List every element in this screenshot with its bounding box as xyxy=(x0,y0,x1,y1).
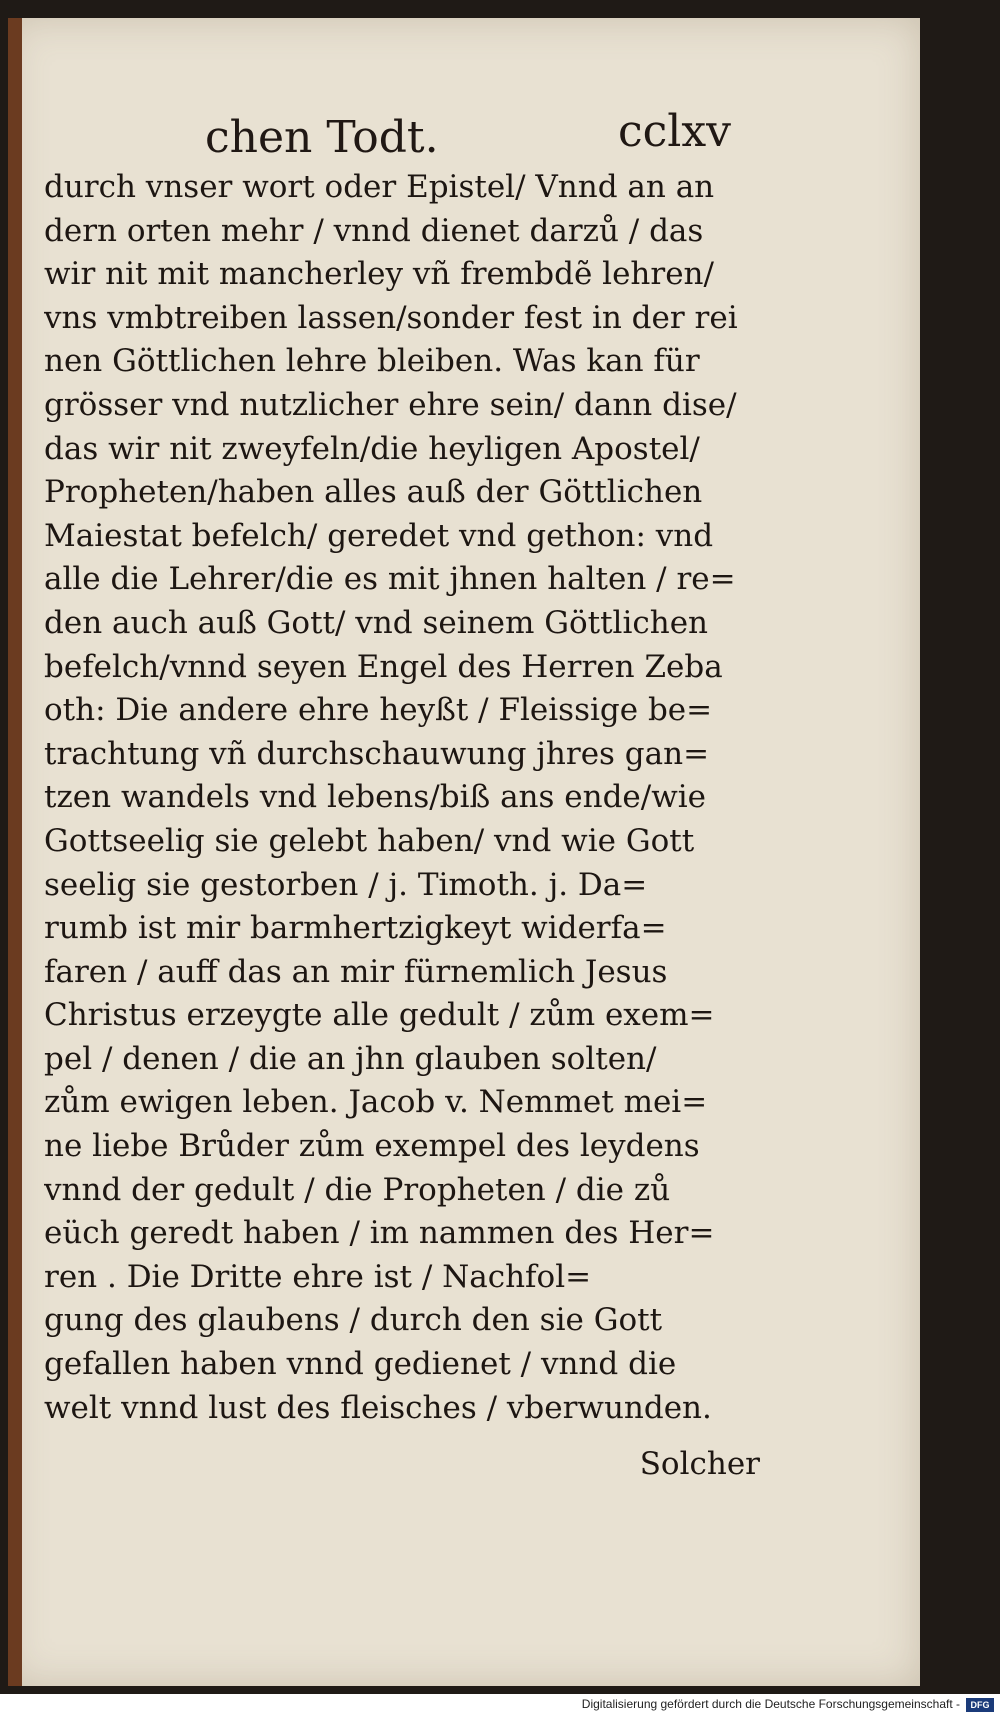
text-line: grösser vnd nutzlicher ehre sein/ dann dise/ xyxy=(44,386,737,423)
text-line: dern orten mehr / vnnd dienet darzů / das xyxy=(44,212,704,249)
text-line: befelch/vnnd seyen Engel des Herren Zeba xyxy=(44,648,723,685)
text-line: den auch auß Gott/ vnd seinem Göttlichen xyxy=(44,604,709,641)
text-line: trachtung vñ durchschauwung jhres gan= xyxy=(44,735,710,772)
text-line: vns vmbtreiben lassen/sonder fest in der rei xyxy=(44,299,738,336)
book-page xyxy=(8,18,920,1686)
text-line: durch vnser wort oder Epistel/ Vnnd an an xyxy=(44,169,715,205)
text-line: tzen wandels vnd lebens/biß ans ende/wie xyxy=(44,779,707,816)
text-line: zům ewigen leben. Jacob v. Nemmet mei= xyxy=(44,1084,708,1121)
text-line: ren . Die Dritte ehre ist / Nachfol= xyxy=(44,1258,592,1295)
text-line: faren / auff das an mir fürnemlich Jesus xyxy=(44,953,668,990)
text-line: Propheten/haben alles auß der Göttlichen xyxy=(44,474,703,511)
text-line: alle die Lehrer/die es mit jhnen halten / re= xyxy=(44,561,736,598)
text-line: welt vnnd lust des fleisches / vberwunden. xyxy=(44,1389,712,1426)
folio-number: cclxv xyxy=(618,106,732,157)
text-line: Christus erzeygte alle gedult / zům exem= xyxy=(44,997,715,1034)
text-line: oth: Die andere ehre heyßt / Fleissige be= xyxy=(44,692,713,729)
text-line: ne liebe Brůder zům exempel des leydens xyxy=(44,1128,700,1165)
text-block xyxy=(44,166,744,1430)
catchword: Solcher xyxy=(639,1446,760,1482)
text-line: gung des glaubens / durch den sie Gott xyxy=(44,1302,663,1339)
footer-bar xyxy=(0,1694,1000,1718)
page-header xyxy=(8,102,920,172)
dfg-logo: DFG xyxy=(966,1698,994,1712)
text-line: gefallen haben vnnd gedienet / vnnd die xyxy=(44,1346,677,1383)
text-line: Gottseelig sie gelebt haben/ vnd wie Gott xyxy=(44,822,695,859)
binding-edge xyxy=(8,18,22,1686)
text-line: das wir nit zweyfeln/die heyligen Apostel/ xyxy=(44,430,700,467)
text-line: pel / denen / die an jhn glauben solten/ xyxy=(44,1040,657,1077)
running-title: chen Todt. xyxy=(205,112,439,163)
text-line: nen Göttlichen lehre bleiben. Was kan für xyxy=(44,343,700,380)
text-line: rumb ist mir barmhertzigkeyt widerfa= xyxy=(44,910,667,947)
text-line: Maiestat befelch/ geredet vnd gethon: vnd xyxy=(44,517,714,554)
text-line: seelig sie gestorben / j. Timoth. j. Da= xyxy=(44,866,648,903)
text-line: eüch geredt haben / im nammen des Her= xyxy=(44,1215,715,1252)
text-line: vnnd der gedult / die Propheten / die zů xyxy=(44,1171,671,1208)
text-line: wir nit mit mancherley vñ frembdẽ lehren/ xyxy=(44,256,714,293)
funding-credit: Digitalisierung gefördert durch die Deutsche Forschungsgemeinschaft - xyxy=(581,1697,960,1711)
